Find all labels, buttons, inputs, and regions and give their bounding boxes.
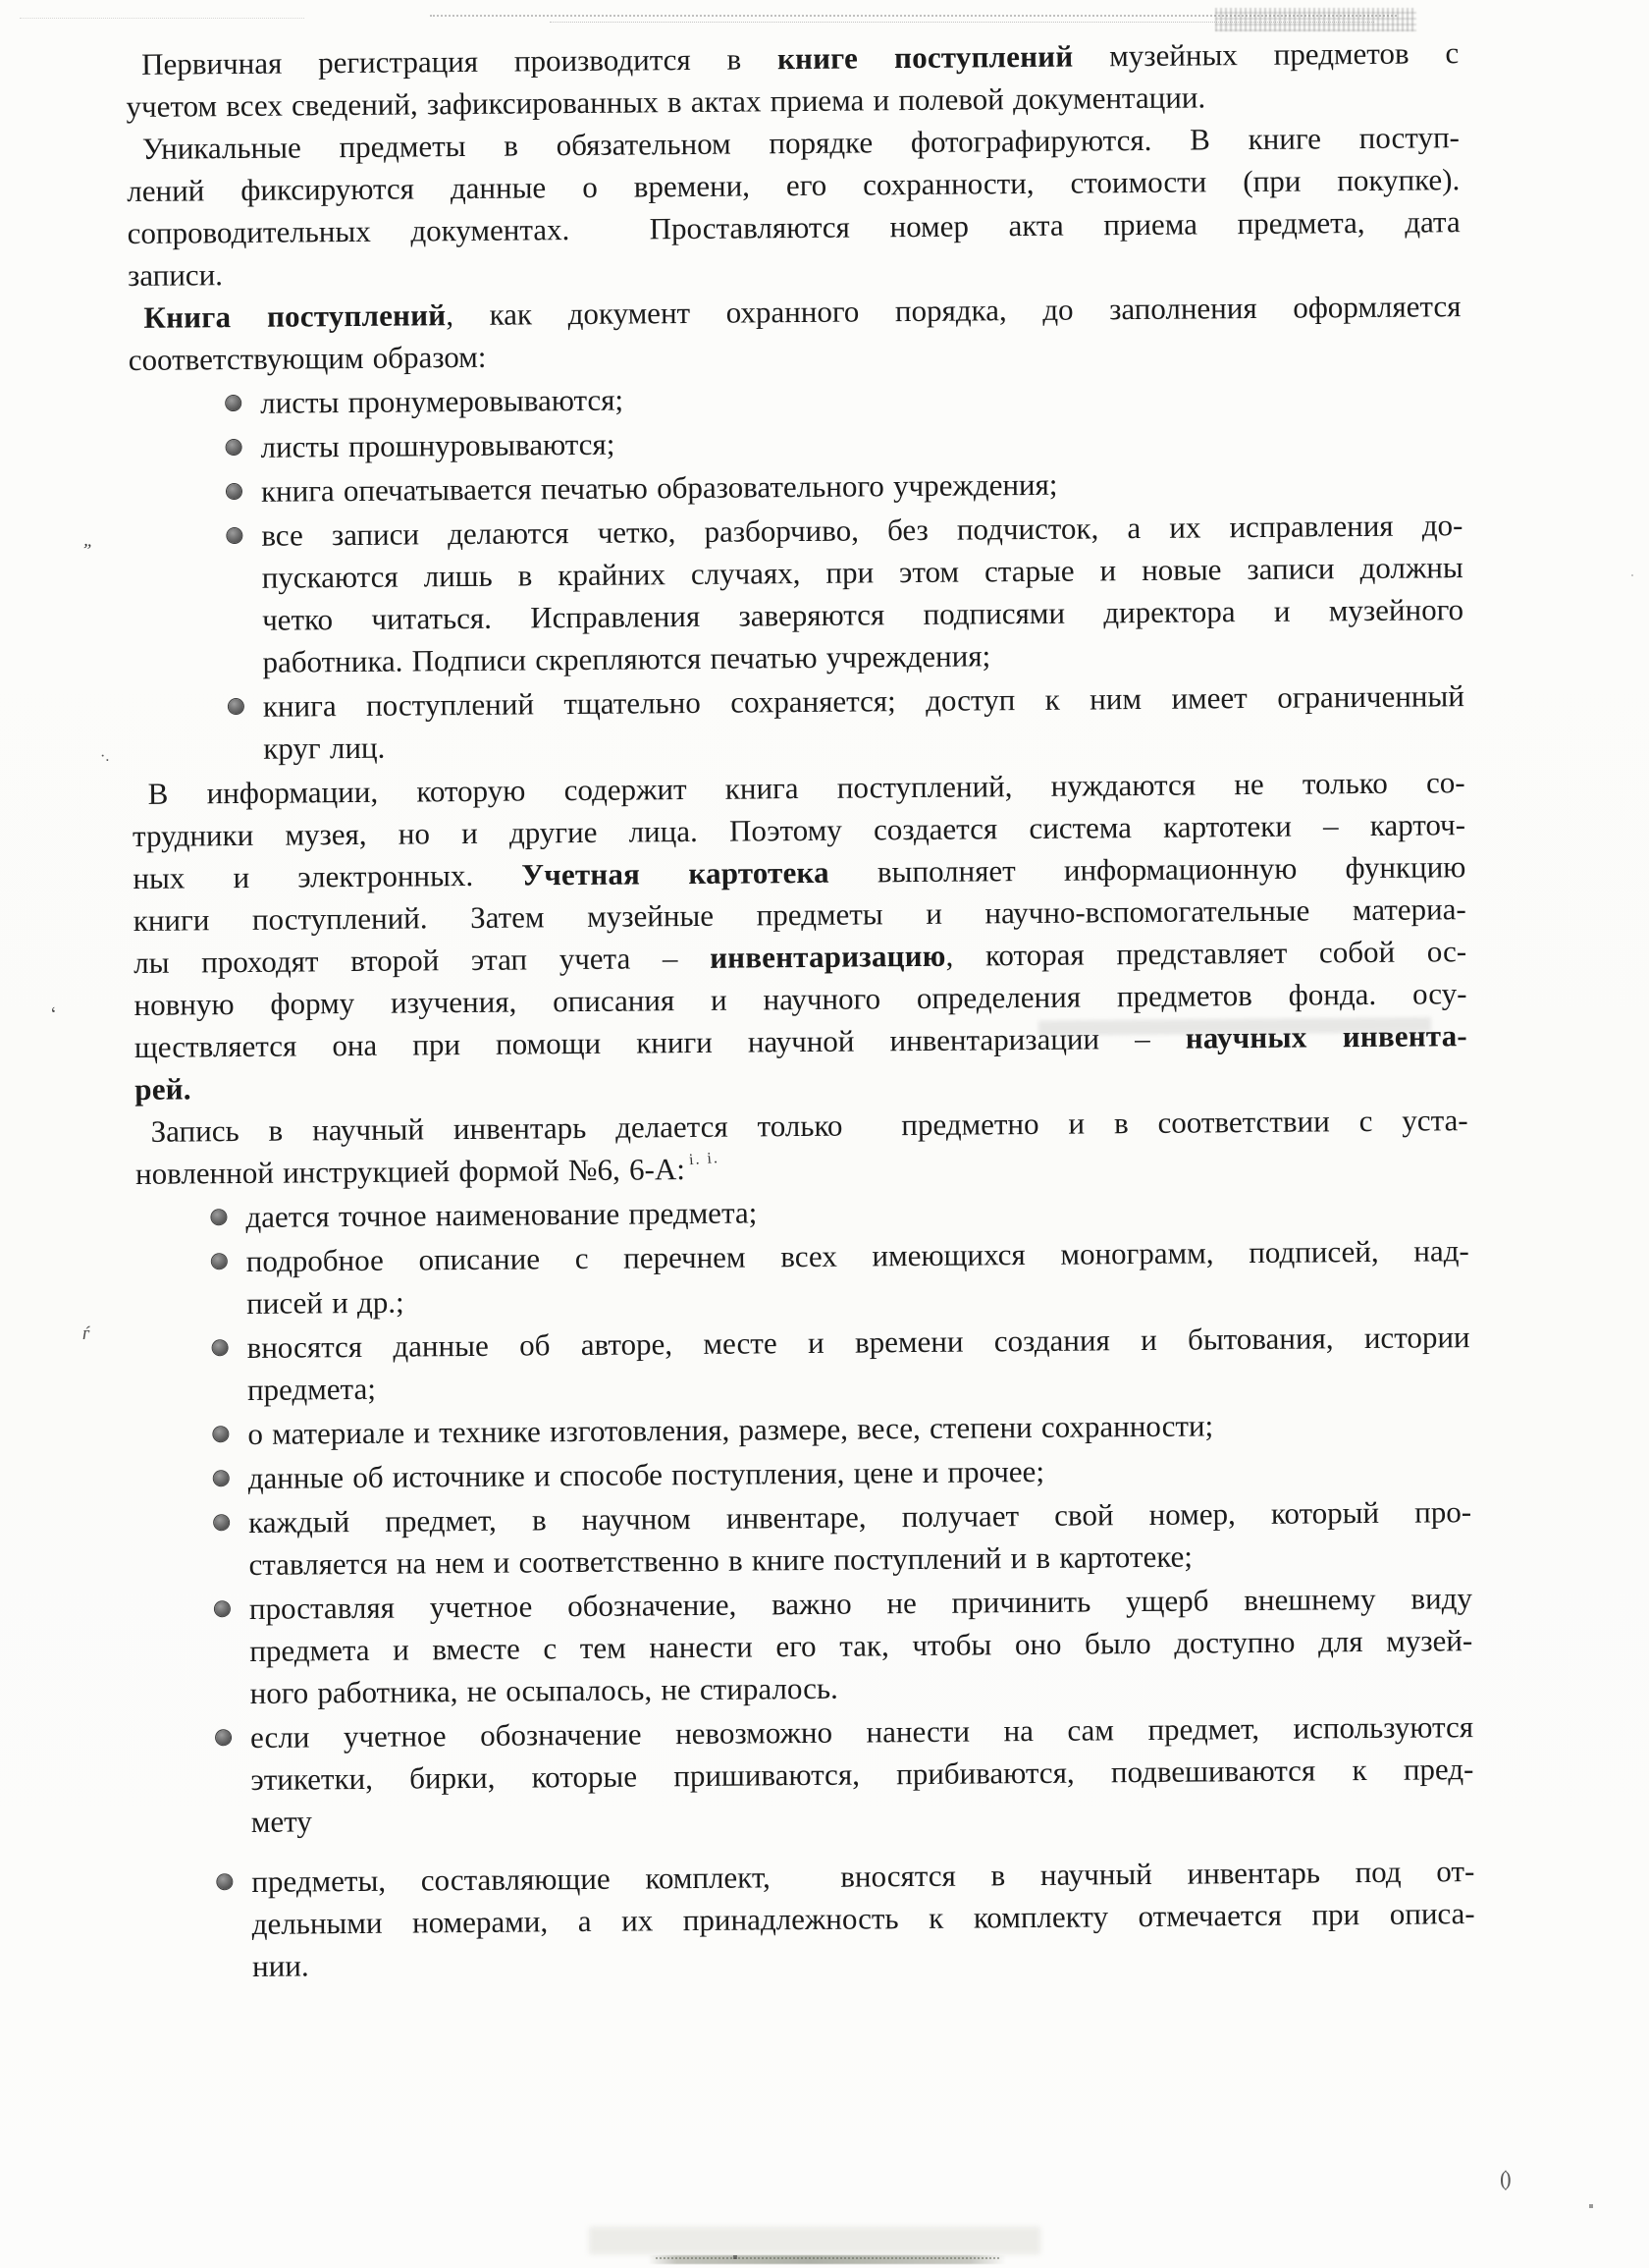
text-segment: ставляется на нем и соответственно в книге поступлений и в картотеке; [248, 1539, 1194, 1582]
text-segment: если учетное обозначение невозможно нанести на сам предмет, используются [249, 1709, 1474, 1755]
bullet-icon [226, 396, 240, 410]
list-item [140, 1705, 1474, 1844]
text-segment: учетом всех сведений, зафиксированных в актах приема и полевой документации. [126, 80, 1206, 124]
paragraph [134, 1099, 1468, 1195]
bullet-icon [216, 1730, 231, 1745]
bullet-icon [214, 1515, 229, 1530]
text-segment: предмета и вместе с тем нанести его так, чтобы оно было доступно для музей- [249, 1623, 1473, 1668]
bullet-list [129, 371, 1464, 771]
text-segment: нии. [251, 1948, 309, 1983]
text-segment: дельными номерами, а их принадлежность к комплекту отмечается при описа- [251, 1896, 1475, 1941]
text-segment: лы проходят второй этап учета – [133, 940, 711, 980]
text-segment: все записи делаются четко, разборчиво, без подчисток, а их исправления до- [261, 508, 1463, 553]
margin-artifact-squiggle: ѓ [82, 1323, 90, 1344]
scan-noise-dots [656, 2257, 999, 2259]
text-segment: , как документ охранного порядка, до заполнения оформляется [446, 289, 1462, 333]
list-item-text [246, 1316, 1470, 1411]
bullet-icon [213, 1427, 228, 1441]
text-segment: листы прошнуровываются; [260, 426, 615, 464]
scan-noise-haze [589, 2227, 1040, 2254]
text-segment: этикетки, бирки, которые пришиваются, прибиваются, подвешиваются к пред- [250, 1752, 1474, 1797]
margin-artifact-quote: „ [82, 529, 95, 551]
margin-artifact-tick: ‘ [48, 1002, 60, 1026]
text-segment: выполняет информационную функцию [828, 849, 1466, 890]
text-segment: четко читаться. Исправления заверяются подписями директора и музейного [261, 592, 1464, 637]
text-segment: книга поступлений тщательно сохраняется; доступ к ним имеет ограниченный [262, 678, 1465, 724]
scan-noise-patch [1215, 8, 1416, 31]
bold-text: инвентаризацию [709, 938, 946, 975]
bullet-icon [213, 1340, 228, 1355]
page-corner-mark: () [1500, 2166, 1509, 2190]
list-item [130, 504, 1463, 684]
paragraph [128, 285, 1462, 381]
text-segment: Запись в научный инвентарь делается только предметно и в соответствии с уста- [150, 1103, 1468, 1149]
text-segment: дается точное наименование предмета; [245, 1195, 758, 1234]
text-segment: листы пронумеровываются; [260, 382, 624, 420]
text-segment: Первичная регистрация производится в [141, 41, 778, 81]
text-segment: ных и электронных. [133, 857, 522, 895]
text-segment: новленной инструкцией формой №6, 6-А: [134, 1152, 686, 1191]
text-segment: Уникальные предметы в обязательном порядке фотографируются. В книге поступ- [141, 120, 1461, 166]
text-segment: сопроводительных документах. Проставляются номер акта приема предмета, дата [127, 204, 1461, 250]
text-segment: музейных предметов с [1073, 35, 1460, 74]
paragraph [132, 761, 1467, 1110]
list-item-text [246, 1229, 1470, 1324]
text-segment: писей и др.; [246, 1284, 404, 1321]
list-item-text [250, 1705, 1474, 1843]
text-segment: лений фиксируются данные о времени, его сохранности, стоимости (при покупке). [127, 162, 1461, 208]
text-segment: , которая представляет собой ос- [945, 934, 1467, 973]
text-segment: вносятся данные об авторе, месте и времени создания и бытования, истории [246, 1320, 1470, 1365]
text-segment: работника. Подписи скрепляются печатью учреждения; [262, 638, 991, 679]
text-segment: данные об источнике и способе поступления, цене и прочее; [247, 1453, 1045, 1495]
list-item [138, 1490, 1472, 1587]
text-segment: предметы, составляющие комплект, вносятся в научный инвентарь под от- [251, 1854, 1475, 1899]
list-item-text [263, 675, 1465, 770]
text-segment: проставляя учетное обозначение, важно не причинить ущерб внешнему виду [248, 1581, 1473, 1626]
text-segment: новную форму изучения, описания и научного определения предметов фонда. осу- [133, 976, 1467, 1022]
text-segment: соответствующим образом: [128, 339, 487, 377]
bullet-icon [212, 1254, 227, 1269]
paragraph [127, 116, 1461, 297]
bullet-icon [227, 484, 241, 499]
bullet-icon [215, 1601, 230, 1616]
list-item [136, 1316, 1470, 1412]
list-item-text [251, 1850, 1475, 1987]
text-segment: ного работника, не осыпалось, не стиралось. [249, 1670, 838, 1710]
bullet-icon [211, 1210, 226, 1224]
text-segment: пускаются лишь в крайних случаях, при этом старые и новые записи должны [261, 550, 1463, 595]
bullet-icon [227, 440, 241, 455]
bullet-icon [229, 699, 243, 714]
list-item-text [249, 1577, 1473, 1714]
list-item-text [261, 504, 1463, 683]
bullet-icon [214, 1471, 229, 1485]
text-segment: мету [250, 1804, 312, 1839]
text-segment: предмета; [246, 1371, 377, 1407]
bold-text: научных инвента- [1185, 1018, 1468, 1055]
scan-noise-band [20, 18, 304, 19]
bullet-icon [227, 528, 241, 543]
text-segment: ществляется она при помощи книги научной инвентаризации – [133, 1020, 1186, 1064]
paragraph [126, 31, 1460, 128]
margin-artifact-dots: ·. [100, 748, 110, 765]
text-segment: записи. [127, 257, 224, 293]
bold-text: Книга поступлений [143, 297, 447, 335]
text-segment: В информации, которую содержит книга поступлений, нуждаются не только со- [147, 765, 1465, 811]
list-item [141, 1850, 1475, 1988]
bold-text: книге поступлений [776, 38, 1074, 77]
list-item-text [248, 1490, 1472, 1586]
text-segment: круг лиц. [263, 729, 386, 766]
bold-text: рей. [134, 1071, 191, 1107]
list-item [132, 675, 1465, 771]
bullet-list [135, 1185, 1475, 1988]
inline-artifact-marks: і. і. [688, 1149, 720, 1169]
text-segment: книга опечатывается печатью образовательного учреждения; [260, 466, 1058, 509]
text-segment: подробное описание с перечнем всех имеющихся монограмм, подписей, над- [245, 1233, 1469, 1278]
bold-text: Учетная картотека [521, 854, 829, 892]
scan-specks [0, 0, 2, 2]
text-segment: о материале и технике изготовления, размере, весе, степени сохранности; [247, 1408, 1214, 1451]
bullet-icon [217, 1874, 232, 1889]
list-item [136, 1229, 1470, 1325]
document-body [126, 31, 1475, 1990]
list-item [139, 1577, 1473, 1715]
text-segment: книги поступлений. Затем музейные предметы и научно-вспомогательные материа- [133, 891, 1466, 938]
text-segment: каждый предмет, в научном инвентаре, получает свой номер, который про- [247, 1494, 1472, 1539]
text-segment: трудники музея, но и другие лица. Поэтому создается система картотеки – карточ- [132, 807, 1466, 853]
